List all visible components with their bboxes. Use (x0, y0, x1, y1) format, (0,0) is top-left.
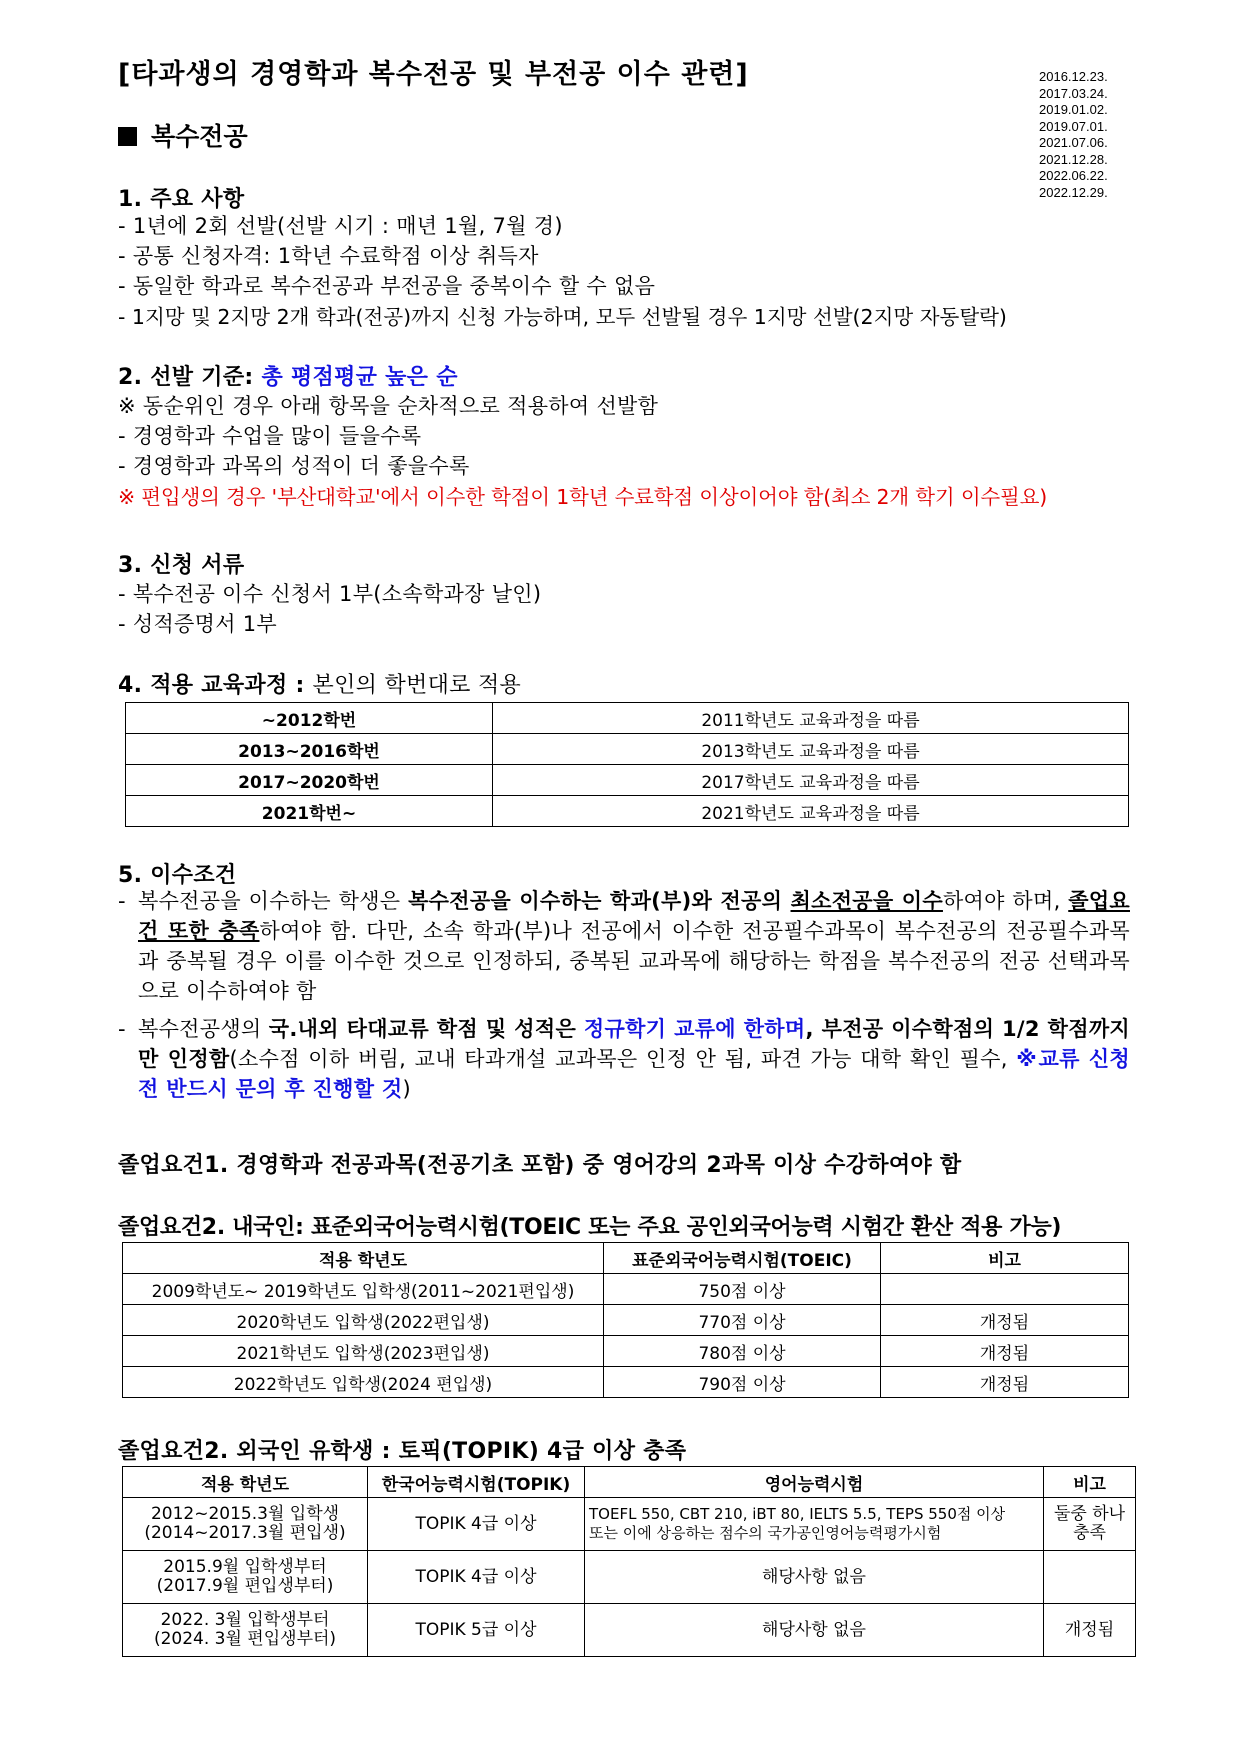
topik-cell: TOPIK 5급 이상 (368, 1604, 585, 1657)
year-cell: 2021학년도 입학생(2023편입생) (123, 1336, 604, 1367)
table-row (126, 796, 1129, 827)
note-cell: 둘중 하나 충족 (1044, 1498, 1136, 1551)
table-row (126, 734, 1129, 765)
curriculum-cell: 2017학년도 교육과정을 따름 (493, 765, 1129, 796)
section-heading-text: 복수전공 (151, 122, 248, 151)
note-cell: 개정됨 (881, 1336, 1129, 1367)
grad1-heading: 졸업요건1. 경영학과 전공과목(전공기초 포함) 중 영어강의 2과목 이상 수강하여야 함 (118, 1153, 962, 1178)
s5-paragraph-2: - 복수전공생의 국.내외 타대교류 학점 및 성적은 정규학기 교류에 한하며, 부전공 이수학점의 1/2 학점까지만 인정함(소수점 이하 버림, 교내 타과개설 교과목은 인정 안 됨, 파견 가능 대학 확인 필수, ※교류 신청 전 반드시 문의 후 진행할 것) (118, 1017, 1130, 1101)
cohort-cell: 2013~2016학번 (126, 734, 493, 765)
s4-heading (118, 668, 521, 699)
score-cell: 770점 이상 (604, 1305, 881, 1336)
table-row (126, 703, 1129, 734)
toeic-table (122, 1242, 1129, 1398)
year-cell: 2022학년도 입학생(2024 편입생) (123, 1367, 604, 1398)
s2-item: - 경영학과 과목의 성적이 더 좋을수록 (118, 454, 470, 478)
header-cell: 표준외국어능력시험(TOEIC) (604, 1243, 881, 1274)
s2-item: - 경영학과 수업을 많이 들을수록 (118, 424, 422, 448)
s1-item: - 1년에 2회 선발(선발 시기 : 매년 1월, 7월 경) (118, 214, 563, 238)
revision-date: 2017.03.24. (1039, 85, 1108, 101)
topik-cell: TOPIK 4급 이상 (368, 1551, 585, 1604)
table-header-row (123, 1467, 1136, 1498)
revision-date: 2019.07.01. (1039, 118, 1108, 134)
revision-dates (1039, 69, 1108, 201)
note-cell: 개정됨 (1044, 1604, 1136, 1657)
s2-heading-label: 2. 선발 기준: (118, 365, 262, 390)
p2-blue-bold: ※교류 신청 전 반드시 문의 후 진행할 것 (138, 1047, 1130, 1101)
grad2-domestic-heading: 졸업요건2. 내국인: 표준외국어능력시험(TOEIC 또는 주요 공인외국어능력 시험간 환산 적용 가능) (118, 1215, 1062, 1240)
p2-text: (소수점 이하 버림, 교내 타과개설 교과목은 인정 안 됨, 파견 가능 대학 확인 필수, (229, 1047, 1017, 1071)
document-title: [타과생의 경영학과 복수전공 및 부전공 이수 관련] (118, 59, 749, 90)
header-cell: 적용 학년도 (123, 1467, 368, 1498)
table-row (123, 1305, 1129, 1336)
p1-text: 하여야 하며, (942, 889, 1069, 913)
note-cell (881, 1274, 1129, 1305)
s4-heading-rest: 본인의 학번대로 적용 (312, 673, 522, 698)
note-cell (1044, 1551, 1136, 1604)
grad2-foreign-heading: 졸업요건2. 외국인 유학생 : 토픽(TOPIK) 4급 이상 충족 (118, 1439, 687, 1464)
table-row (123, 1498, 1136, 1551)
s1-heading: 1. 주요 사항 (118, 187, 245, 212)
header-cell: 영어능력시험 (585, 1467, 1044, 1498)
section-heading (118, 117, 248, 153)
p1-bold-underline: 졸업요건 또한 충족 (138, 889, 1130, 943)
p2-text: 복수전공생의 (138, 1017, 269, 1041)
p2-blue-bold: 정규학기 교류에 한하며 (583, 1017, 806, 1041)
cohort-cell: ~2012학번 (126, 703, 493, 734)
header-cell: 비고 (881, 1243, 1129, 1274)
revision-date: 2022.12.29. (1039, 184, 1108, 200)
table-row (123, 1336, 1129, 1367)
topik-table (122, 1466, 1136, 1657)
s2-note: ※ 동순위인 경우 아래 항목을 순차적으로 적용하여 선발함 (118, 394, 659, 418)
s4-heading-label: 4. 적용 교육과정 : (118, 673, 313, 698)
header-cell: 비고 (1044, 1467, 1136, 1498)
table-row (126, 765, 1129, 796)
table-row (123, 1274, 1129, 1305)
year-cell: 2009학년도~ 2019학년도 입학생(2011~2021편입생) (123, 1274, 604, 1305)
english-cell: TOEFL 550, CBT 210, iBT 80, IELTS 5.5, TEPS 550점 이상 또는 이에 상응하는 점수의 국가공인영어능력평가시험 (585, 1498, 1044, 1551)
topik-cell: TOPIK 4급 이상 (368, 1498, 585, 1551)
p2-bold: , 부전공 이수학점의 1/2 학점까지만 인정함 (138, 1017, 1130, 1071)
score-cell: 790점 이상 (604, 1367, 881, 1398)
header-cell: 적용 학년도 (123, 1243, 604, 1274)
curriculum-cell: 2011학년도 교육과정을 따름 (493, 703, 1129, 734)
s1-item: - 동일한 학과로 복수전공과 부전공을 중복이수 할 수 없음 (118, 274, 656, 298)
revision-date: 2021.12.28. (1039, 151, 1108, 167)
s2-heading (118, 360, 458, 391)
score-cell: 750점 이상 (604, 1274, 881, 1305)
curriculum-cell: 2013학년도 교육과정을 따름 (493, 734, 1129, 765)
year-cell: 2020학년도 입학생(2022편입생) (123, 1305, 604, 1336)
s3-heading: 3. 신청 서류 (118, 553, 245, 578)
revision-date: 2016.12.23. (1039, 69, 1108, 84)
cohort-cell: 2017~2020학번 (126, 765, 493, 796)
revision-date: 2021.07.06. (1039, 135, 1108, 150)
s1-item: - 공통 신청자격: 1학년 수료학점 이상 취득자 (118, 244, 539, 268)
s2-heading-emphasis: 총 평점평균 높은 순 (261, 365, 458, 390)
year-cell: 2012~2015.3월 입학생 (2014~2017.3월 편입생) (123, 1498, 368, 1551)
header-cell: 한국어능력시험(TOPIK) (368, 1467, 585, 1498)
curriculum-table (125, 702, 1129, 827)
table-row (123, 1604, 1136, 1657)
s1-item: - 1지망 및 2지망 2개 학과(전공)까지 신청 가능하며, 모두 선발될 경우 1지망 선발(2지망 자동탈락) (118, 305, 1007, 329)
s2-red-note: ※ 편입생의 경우 '부산대학교'에서 이수한 학점이 1학년 수료학점 이상이어야 함(최소 2개 학기 이수필요) (118, 485, 1048, 509)
curriculum-cell: 2021학년도 교육과정을 따름 (493, 796, 1129, 827)
s3-item: - 성적증명서 1부 (118, 612, 278, 636)
s5-paragraph-1: - 복수전공을 이수하는 학생은 복수전공을 이수하는 학과(부)와 전공의 최소전공을 이수하여야 하며, 졸업요건 또한 충족하여야 함. 다만, 소속 학과(부)나 전공에서 이수한 전공필수과목이 복수전공의 전공필수과목과 중복될 경우 이를 이수한 것으로 인정하되, 중복된 교과목에 해당하는 학점을 복수전공의 전공 선택과목으로 이수하여야 함 (118, 889, 1130, 1003)
table-row (123, 1551, 1136, 1604)
year-cell: 2022. 3월 입학생부터 (2024. 3월 편입생부터) (123, 1604, 368, 1657)
english-cell: 해당사항 없음 (585, 1551, 1044, 1604)
cohort-cell: 2021학번~ (126, 796, 493, 827)
p1-bold-underline: 최소전공을 이수 (790, 889, 943, 913)
p1-text: 복수전공을 이수하는 학생은 (138, 889, 409, 913)
p2-bold: 국.내외 타대교류 학점 및 성적은 (268, 1017, 584, 1041)
revision-date: 2019.01.02. (1039, 102, 1108, 117)
p1-text: 하여야 함. 다만, 소속 학과(부)나 전공에서 이수한 전공필수과목이 복수전공의 전공필수과목과 중복될 경우 이를 이수한 것으로 인정하되, 중복된 교과목에 해당하는 학점을 복수전공의 전공 선택과목으로 이수하여야 함 (138, 919, 1130, 1003)
revision-date: 2022.06.22. (1039, 168, 1108, 183)
note-cell: 개정됨 (881, 1367, 1129, 1398)
table-row (123, 1367, 1129, 1398)
english-cell: 해당사항 없음 (585, 1604, 1044, 1657)
black-square-bullet-icon (118, 127, 137, 146)
note-cell: 개정됨 (881, 1305, 1129, 1336)
score-cell: 780점 이상 (604, 1336, 881, 1367)
table-header-row (123, 1243, 1129, 1274)
s3-item: - 복수전공 이수 신청서 1부(소속학과장 날인) (118, 582, 542, 606)
p1-bold: 복수전공을 이수하는 학과(부)와 전공의 (408, 889, 791, 913)
year-cell: 2015.9월 입학생부터 (2017.9월 편입생부터) (123, 1551, 368, 1604)
s5-heading: 5. 이수조건 (118, 863, 237, 888)
p2-text: ) (402, 1077, 412, 1101)
